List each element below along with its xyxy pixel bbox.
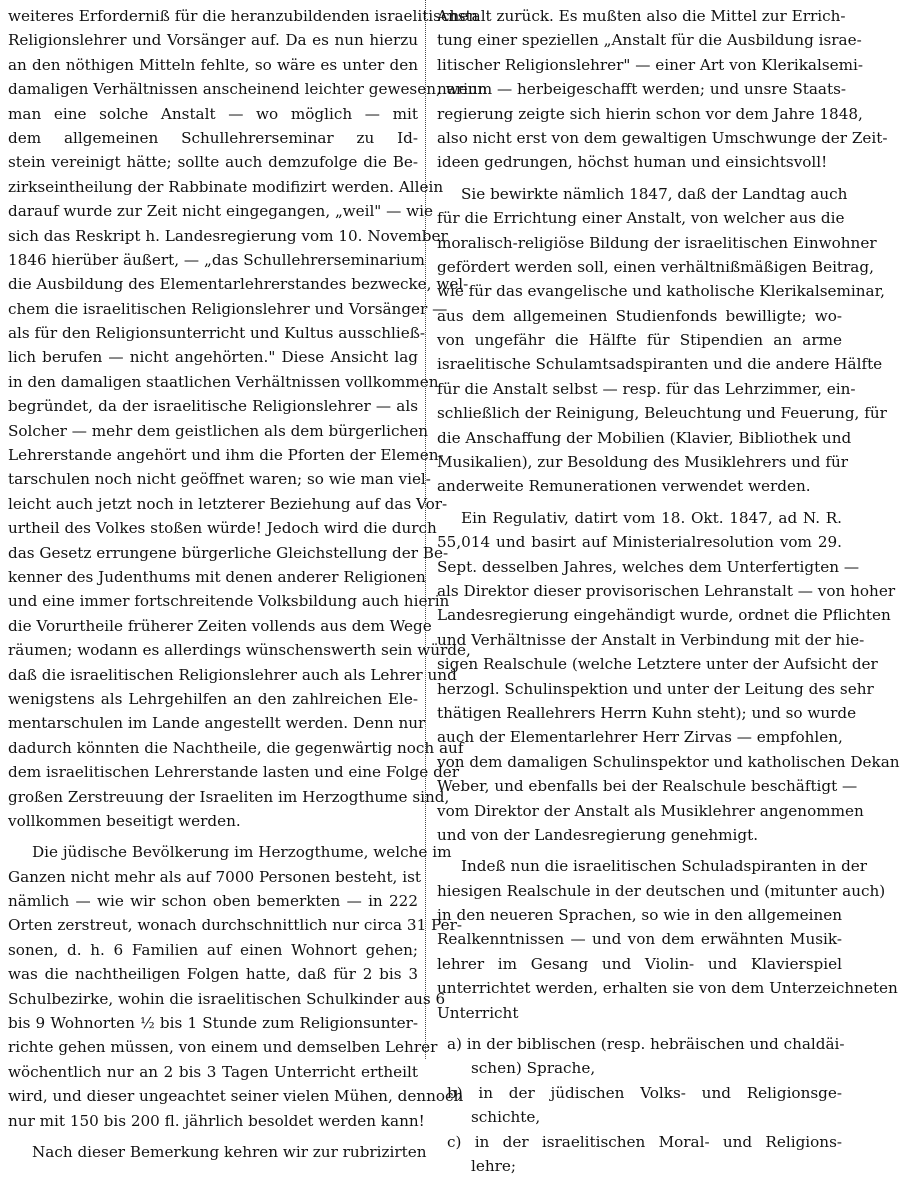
text-line: wird, und dieser ungeachtet seiner vielen Mühen, dennoch	[8, 1087, 464, 1106]
text-line: 55,014 und basirt auf Ministerialresolution vom 29.	[437, 533, 842, 552]
list-item-line: lehre;	[471, 1156, 516, 1175]
text-line: ideen gedrungen, höchst human und einsichtsvoll!	[437, 153, 828, 172]
text-line: und eine immer fortschreitende Volksbildung auch hierin	[8, 592, 450, 611]
paragraph	[8, 4, 488, 833]
text-line: kenner des Judenthums mit denen anderer Religionen	[8, 567, 426, 586]
text-line: narium — herbeigeschafft werden; und unsre Staats-	[437, 80, 847, 99]
paragraph-gap	[8, 833, 418, 840]
text-line: lich berufen — nicht angehörten." Diese Ansicht lag	[8, 348, 418, 367]
text-line: dem israelitischen Lehrerstande lasten und eine Folge der	[8, 763, 460, 782]
text-line: Sept. desselben Jahres, welches dem Unterfertigten —	[437, 557, 860, 576]
text-line: mentarschulen im Lande angestellt werden. Denn nur	[8, 714, 426, 733]
text-line: tung einer speziellen „Anstalt für die Ausbildung israe-	[437, 31, 862, 50]
text-line: Die jüdische Bevölkerung im Herzogthume, welche im	[32, 843, 452, 862]
text-line: und Verhältnisse der Anstalt in Verbindung mit der hie-	[437, 630, 865, 649]
text-line: man eine solche Anstalt — wo möglich — mit	[8, 104, 418, 123]
paragraph	[8, 1140, 427, 1164]
list-item-line: b) in der jüdischen Volks- und Religionsge-	[447, 1083, 842, 1102]
left-column	[8, 4, 488, 1164]
text-line: räumen; wodann es allerdings wünschenswerth sein würde,	[8, 641, 471, 660]
text-line: daß die israelitischen Religionslehrer auch als Lehrer und	[8, 665, 457, 684]
text-line: richte gehen müssen, von einem und demselben Lehrer	[8, 1038, 438, 1057]
text-line: Nach dieser Bemerkung kehren wir zur rubrizirten	[32, 1142, 427, 1161]
text-line: an den nöthigen Mitteln fehlte, so wäre es unter den	[8, 55, 418, 74]
text-line: Lehrerstande angehört und ihm die Pforten der Elemen-	[8, 446, 444, 465]
text-line: nur mit 150 bis 200 fl. jährlich besoldet werden kann!	[8, 1111, 425, 1130]
text-line: tarschulen noch nicht geöffnet waren; so wie man viel-	[8, 470, 431, 489]
text-line: herzogl. Schulinspektion und unter der Leitung des sehr	[437, 679, 874, 698]
text-line: vom Direktor der Anstalt als Musiklehrer angenommen	[437, 801, 864, 820]
text-line: dem allgemeinen Schullehrerseminar zu Id-	[8, 128, 418, 147]
paragraph	[437, 854, 898, 1025]
text-line: weiteres Erforderniß für die heranzubildenden israelitischen	[8, 7, 479, 25]
list-item-line: a) in der biblischen (resp. hebräischen und chaldäi-	[447, 1035, 845, 1054]
paragraph-gap	[8, 1133, 418, 1140]
text-line: 1846 hierüber äußert, — „das Schullehrerseminarium	[8, 250, 425, 269]
text-line: Sie bewirkte nämlich 1847, daß der Landtag auch	[461, 184, 848, 203]
text-line: wie für das evangelische und katholische Klerikalseminar,	[437, 282, 886, 301]
list-item-line: c) in der israelitischen Moral- und Religions-	[447, 1132, 842, 1151]
text-line: die Anschaffung der Mobilien (Klavier, Bibliothek und	[437, 428, 852, 447]
text-line: in den neueren Sprachen, so wie in den allgemeinen	[437, 906, 842, 925]
text-line: also nicht erst von dem gewaltigen Umschwunge der Zeit-	[437, 128, 888, 147]
list-item-line: schen) Sprache,	[471, 1059, 596, 1078]
text-line: bis 9 Wohnorten ½ bis 1 Stunde zum Religionsunter-	[8, 1014, 418, 1033]
text-line: auch der Elementarlehrer Herr Zirvas — empfohlen,	[437, 728, 843, 747]
text-line: was die nachtheiligen Folgen hatte, daß für 2 bis 3	[8, 965, 418, 984]
text-line: dadurch könnten die Nachtheile, die gegenwärtig noch auf	[8, 738, 464, 757]
text-line: unterrichtet werden, erhalten sie von dem Unterzeichneten	[437, 979, 898, 998]
text-line: Religionslehrer und Vorsänger auf. Da es nun hierzu	[8, 31, 418, 50]
text-line: stein vereinigt hätte; sollte auch demzufolge die Be-	[8, 153, 418, 172]
text-line: wöchentlich nur an 2 bis 3 Tagen Unterricht ertheilt	[8, 1062, 418, 1081]
text-line: nämlich — wie wir schon oben bemerkten — in 222	[8, 892, 418, 911]
text-line: gefördert werden soll, einen verhältnißmäßigen Beitrag,	[437, 257, 874, 276]
text-line: moralisch-religiöse Bildung der israelitischen Einwohner	[437, 233, 877, 252]
text-line: leicht auch jetzt noch in letzterer Beziehung auf das Vor-	[8, 494, 448, 513]
text-line: von ungefähr die Hälfte für Stipendien an arme	[437, 331, 842, 350]
paragraph-gap	[437, 1025, 842, 1032]
text-line: wenigstens als Lehrgehilfen an den zahlreichen Ele-	[8, 689, 418, 708]
text-line: Realkenntnissen — und von dem erwähnten Musik-	[437, 930, 842, 949]
text-line: als Direktor dieser provisorischen Lehranstalt — von hoher	[437, 581, 896, 600]
paragraph	[437, 1032, 845, 1178]
text-line: Schulbezirke, wohin die israelitischen Schulkinder aus 6	[8, 989, 446, 1008]
text-line: thätigen Reallehrers Herrn Kuhn steht); und so wurde	[437, 703, 857, 722]
text-line: schließlich der Reinigung, Beleuchtung und Feuerung, für	[437, 404, 887, 423]
paragraph	[437, 182, 887, 499]
text-line: Solcher — mehr dem geistlichen als dem bürgerlichen	[8, 421, 429, 440]
list-item-line: schichte,	[471, 1108, 541, 1127]
text-line: darauf wurde zur Zeit nicht eingegangen, „weil" — wie	[8, 202, 433, 221]
text-line: urtheil des Volkes stoßen würde! Jedoch wird die durch	[8, 519, 437, 538]
text-line: Orten zerstreut, wonach durchschnittlich nur circa 31 Per-	[8, 916, 462, 935]
paragraph	[437, 506, 900, 847]
text-line: das Gesetz errungene bürgerliche Gleichstellung der Be-	[8, 543, 449, 562]
text-line: Ein Regulativ, datirt vom 18. Okt. 1847, ad N. R.	[461, 508, 842, 527]
text-line: Ganzen nicht mehr als auf 7000 Personen besteht, ist	[8, 867, 421, 886]
text-line: Unterricht	[437, 1003, 519, 1022]
text-line: begründet, da der israelitische Religionslehrer — als	[8, 397, 418, 416]
text-line: sich das Reskript h. Landesregierung vom 10. November	[8, 226, 448, 245]
text-line: aus dem allgemeinen Studienfonds bewilligte; wo-	[437, 306, 842, 325]
paragraph-gap	[437, 175, 842, 182]
text-line: vollkommen beseitigt werden.	[8, 811, 241, 830]
text-line: Musikalien), zur Besoldung des Musiklehrers und für	[437, 453, 849, 472]
text-line: für die Anstalt selbst — resp. für das Lehrzimmer, ein-	[437, 379, 856, 398]
text-line: israelitische Schulamtsadspiranten und die andere Hälfte	[437, 355, 883, 374]
text-line: lehrer im Gesang und Violin- und Klavierspiel	[437, 954, 842, 973]
right-column	[437, 4, 900, 1178]
text-line: Indeß nun die israelitischen Schuladspiranten in der	[461, 857, 868, 876]
text-line: anderweite Remunerationen verwendet werden.	[437, 477, 811, 496]
text-line: als für den Religionsunterricht und Kultus ausschließ-	[8, 324, 425, 343]
text-line: sigen Realschule (welche Letztere unter der Aufsicht der	[437, 655, 878, 674]
text-line: Weber, und ebenfalls bei der Realschule beschäftigt —	[437, 777, 858, 796]
text-line: hiesigen Realschule in der deutschen und (mitunter auch)	[437, 881, 886, 900]
text-line: für die Errichtung einer Anstalt, von welcher aus die	[437, 209, 845, 228]
paragraph	[8, 840, 464, 1133]
text-line: und von der Landesregierung genehmigt.	[437, 825, 759, 844]
text-line: sonen, d. h. 6 Familien auf einen Wohnort gehen;	[8, 940, 418, 959]
text-line: in den damaligen staatlichen Verhältnissen vollkommen	[8, 372, 439, 391]
text-line: von dem damaligen Schulinspektor und katholischen Dekan	[437, 752, 900, 771]
paragraph-gap	[437, 499, 842, 506]
text-line: damaligen Verhältnissen anscheinend leichter gewesen, wenn	[8, 80, 488, 99]
text-line: die Vorurtheile früherer Zeiten vollends aus dem Wege	[8, 616, 432, 635]
paragraph	[437, 4, 888, 175]
text-line: großen Zerstreuung der Israeliten im Herzogthume sind,	[8, 787, 450, 806]
text-line: chem die israelitischen Religionslehrer und Vorsänger —	[8, 299, 448, 318]
text-line: litischer Religionslehrer" — einer Art von Klerikalsemi-	[437, 55, 864, 74]
text-line: die Ausbildung des Elementarlehrerstandes bezwecke, wel-	[8, 275, 469, 294]
text-line: Landesregierung eingehändigt wurde, ordnet die Pflichten	[437, 606, 891, 625]
text-line: zirkseintheilung der Rabbinate modifizirt werden. Allein	[8, 177, 444, 196]
paragraph-gap	[437, 847, 842, 854]
text-line: Anstalt zurück. Es mußten also die Mittel zur Errich-	[437, 7, 846, 25]
text-line: regierung zeigte sich hierin schon vor dem Jahre 1848,	[437, 104, 863, 123]
